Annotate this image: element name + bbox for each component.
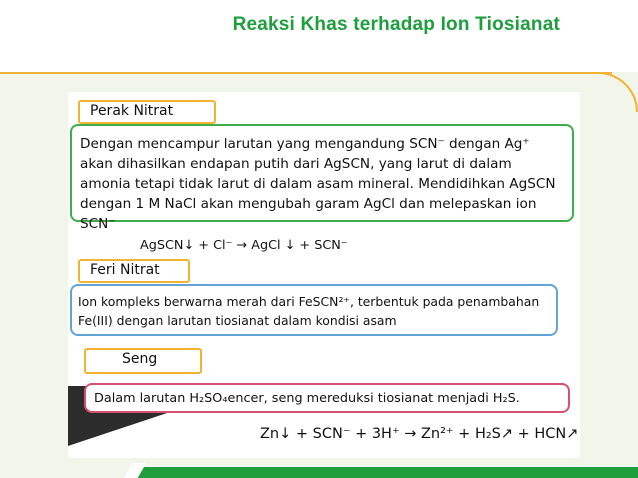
slide-title: Reaksi Khas terhadap Ion Tiosianat [232,14,560,35]
feri-nitrat-header: Feri Nitrat [78,259,190,283]
seng-header: Seng [84,348,202,374]
perak-nitrat-description: Dengan mencampur larutan yang mengandung SCN⁻ dengan Ag⁺ akan dihasilkan endapan putih dari AgSCN, yang larut di dalam amonia tetapi tidak larut di dalam asam mineral. Mendidihkan AgSCN dengan 1 M NaCl akan mengubah garam AgCl dan melepaskan ion SCN⁻ [70,124,574,222]
perak-nitrat-equation: AgSCN↓ + Cl⁻ → AgCl ↓ + SCN⁻ [140,238,348,253]
footer-green-bar [136,467,638,478]
perak-nitrat-header: Perak Nitrat [78,100,216,124]
seng-equation: Zn↓ + SCN⁻ + 3H⁺ → Zn²⁺ + H₂S↗ + HCN↗ [260,426,579,442]
orange-divider-line [0,72,612,74]
feri-nitrat-description: Ion kompleks berwarna merah dari FeSCN²⁺, terbentuk pada penambahan Fe(III) dengan larutan tiosianat dalam kondisi asam [70,284,558,336]
seng-description: Dalam larutan H₂SO₄encer, seng mereduksi tiosianat menjadi H₂S. [84,383,570,413]
